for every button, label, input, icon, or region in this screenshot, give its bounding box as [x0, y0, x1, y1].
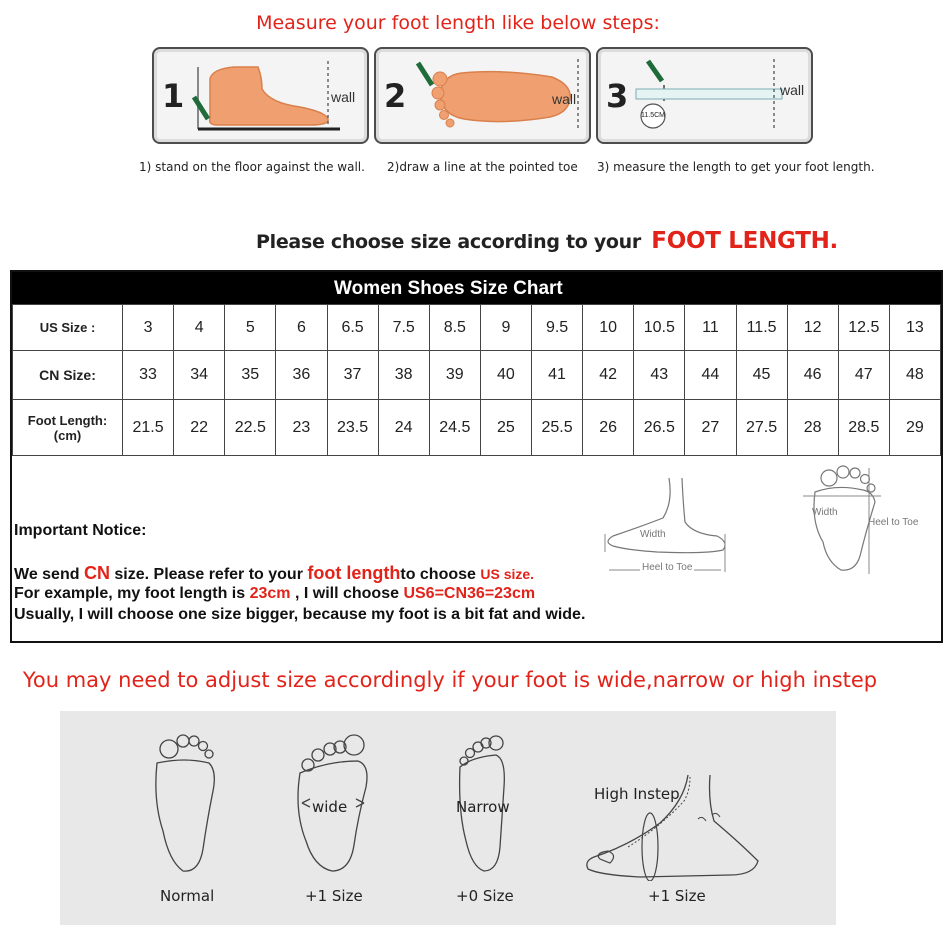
measure-value: 11.5CM: [641, 112, 665, 119]
size-chart-header: [12, 272, 941, 304]
us-size-cell: 9: [480, 305, 531, 351]
us-size-cell: 8.5: [429, 305, 480, 351]
cn-size-cell: 38: [378, 351, 429, 400]
foot-length-cell: 22: [174, 400, 225, 456]
foot-length-label: [13, 400, 123, 456]
cn-size-cell: 45: [736, 351, 787, 400]
cn-size-cell: 40: [480, 351, 531, 400]
foot-length-cell: 22.5: [225, 400, 276, 456]
foot-length-label-line2: (cm): [53, 427, 82, 443]
choose-instruction: [256, 228, 838, 254]
cn-size-cell: 42: [583, 351, 634, 400]
notice-text: to choose: [400, 566, 481, 583]
cn-size-cell: 35: [225, 351, 276, 400]
us-size-row: [13, 305, 941, 351]
cn-size-cell: 39: [429, 351, 480, 400]
foot-length-cell: 29: [889, 400, 940, 456]
notice-size-equivalence: US6=CN36=23cm: [403, 585, 536, 602]
cn-size-cell: 46: [787, 351, 838, 400]
cn-size-cell: 36: [276, 351, 327, 400]
foot-length-cell: 24: [378, 400, 429, 456]
us-size-cell: 10: [583, 305, 634, 351]
notice-23cm-emphasis: 23cm: [249, 585, 291, 602]
step-number: 1: [162, 77, 185, 115]
wide-foot-label: +1 Size: [305, 887, 363, 905]
normal-foot-icon: [145, 731, 225, 881]
foot-length-cell: 27.5: [736, 400, 787, 456]
us-size-cell: 12: [787, 305, 838, 351]
cn-size-cell: 43: [634, 351, 685, 400]
step-3-panel: [596, 47, 813, 144]
marker-icon: [648, 61, 662, 81]
foot-length-cell: 27: [685, 400, 736, 456]
cn-size-row: [13, 351, 941, 400]
narrow-foot-label: +0 Size: [456, 887, 514, 905]
width-label: Width: [640, 529, 666, 540]
us-size-cell: 5: [225, 305, 276, 351]
adjust-size-title: You may need to adjust size accordingly if your foot is wide,narrow or high instep: [22, 668, 878, 692]
narrow-tag: Narrow: [456, 798, 510, 816]
foot-length-cell: 25.5: [532, 400, 583, 456]
size-chart-title: Women Shoes Size Chart: [334, 278, 563, 299]
high-instep-tag: High Instep: [594, 785, 680, 803]
width-label: Width: [812, 507, 838, 518]
foot-length-cell: 24.5: [429, 400, 480, 456]
notice-line-3: Usually, I will choose one size bigger, because my foot is a bit fat and wide.: [14, 606, 586, 623]
choose-text: Please choose size according to your: [256, 231, 641, 253]
cn-size-cell: 48: [889, 351, 940, 400]
us-size-cell: 3: [123, 305, 174, 351]
us-size-cell: 10.5: [634, 305, 685, 351]
foot-length-cell: 28.5: [838, 400, 889, 456]
step-1-panel: [152, 47, 369, 144]
us-size-cell: 7.5: [378, 305, 429, 351]
us-size-cell: 11: [685, 305, 736, 351]
high-instep-foot-label: +1 Size: [648, 887, 706, 905]
measure-title: Measure your foot length like below steps:: [256, 12, 660, 34]
notice-text: We send: [14, 566, 84, 583]
cn-size-label: CN Size:: [13, 351, 123, 400]
foot-length-cell: 23.5: [327, 400, 378, 456]
foot-length-cell: 25: [480, 400, 531, 456]
cn-size-cell: 41: [532, 351, 583, 400]
foot-types-panel: [60, 711, 836, 925]
notice-text: For example, my foot length is: [14, 585, 250, 602]
notice-cn-emphasis: CN: [83, 563, 110, 583]
notice-text: , I will choose: [290, 585, 404, 602]
cn-size-cell: 47: [838, 351, 889, 400]
foot-length-emphasis: FOOT LENGTH.: [651, 228, 838, 254]
us-size-cell: 6.5: [327, 305, 378, 351]
us-size-cell: 11.5: [736, 305, 787, 351]
step-1-caption: 1) stand on the floor against the wall.: [139, 160, 365, 174]
wide-tag: wide: [312, 798, 348, 816]
wall-label: wall: [331, 89, 356, 105]
wall-label: wall: [780, 82, 805, 98]
step-number: 3: [606, 77, 629, 115]
foot-length-cell: 28: [787, 400, 838, 456]
wall-label: wall: [552, 91, 577, 107]
us-size-cell: 6: [276, 305, 327, 351]
notice-text: size. Please refer to your: [109, 566, 308, 583]
us-size-cell: 12.5: [838, 305, 889, 351]
cn-size-cell: 33: [123, 351, 174, 400]
notice-us-size-emphasis: US size.: [480, 566, 535, 582]
us-size-label: US Size :: [13, 305, 123, 351]
cn-size-cell: 37: [327, 351, 378, 400]
us-size-cell: 4: [174, 305, 225, 351]
normal-foot-label: Normal: [160, 887, 215, 905]
step-2-caption: 2)draw a line at the pointed toe: [387, 160, 578, 174]
step-2-panel: [374, 47, 591, 144]
step-number: 2: [384, 77, 407, 115]
foot-length-cell: 23: [276, 400, 327, 456]
notice-line-2: [14, 585, 535, 603]
foot-length-cell: 21.5: [123, 400, 174, 456]
foot-length-label-line1: Foot Length:: [27, 412, 108, 428]
cn-size-cell: 44: [685, 351, 736, 400]
us-size-cell: 13: [889, 305, 940, 351]
notice-line-1: [14, 563, 534, 584]
cn-size-cell: 34: [174, 351, 225, 400]
marker-icon: [194, 97, 208, 119]
foot-length-cell: 26: [583, 400, 634, 456]
size-table: [12, 304, 941, 456]
foot-length-row: [13, 400, 941, 456]
notice-heading: Important Notice:: [14, 522, 147, 539]
marker-icon: [418, 63, 432, 85]
heel-to-toe-label: Heel to Toe: [868, 517, 919, 528]
notice-foot-length-emphasis: foot length: [307, 563, 401, 583]
step-3-caption: 3) measure the length to get your foot length.: [597, 160, 875, 174]
us-size-cell: 9.5: [532, 305, 583, 351]
heel-to-toe-label: Heel to Toe: [642, 562, 693, 573]
foot-length-cell: 26.5: [634, 400, 685, 456]
